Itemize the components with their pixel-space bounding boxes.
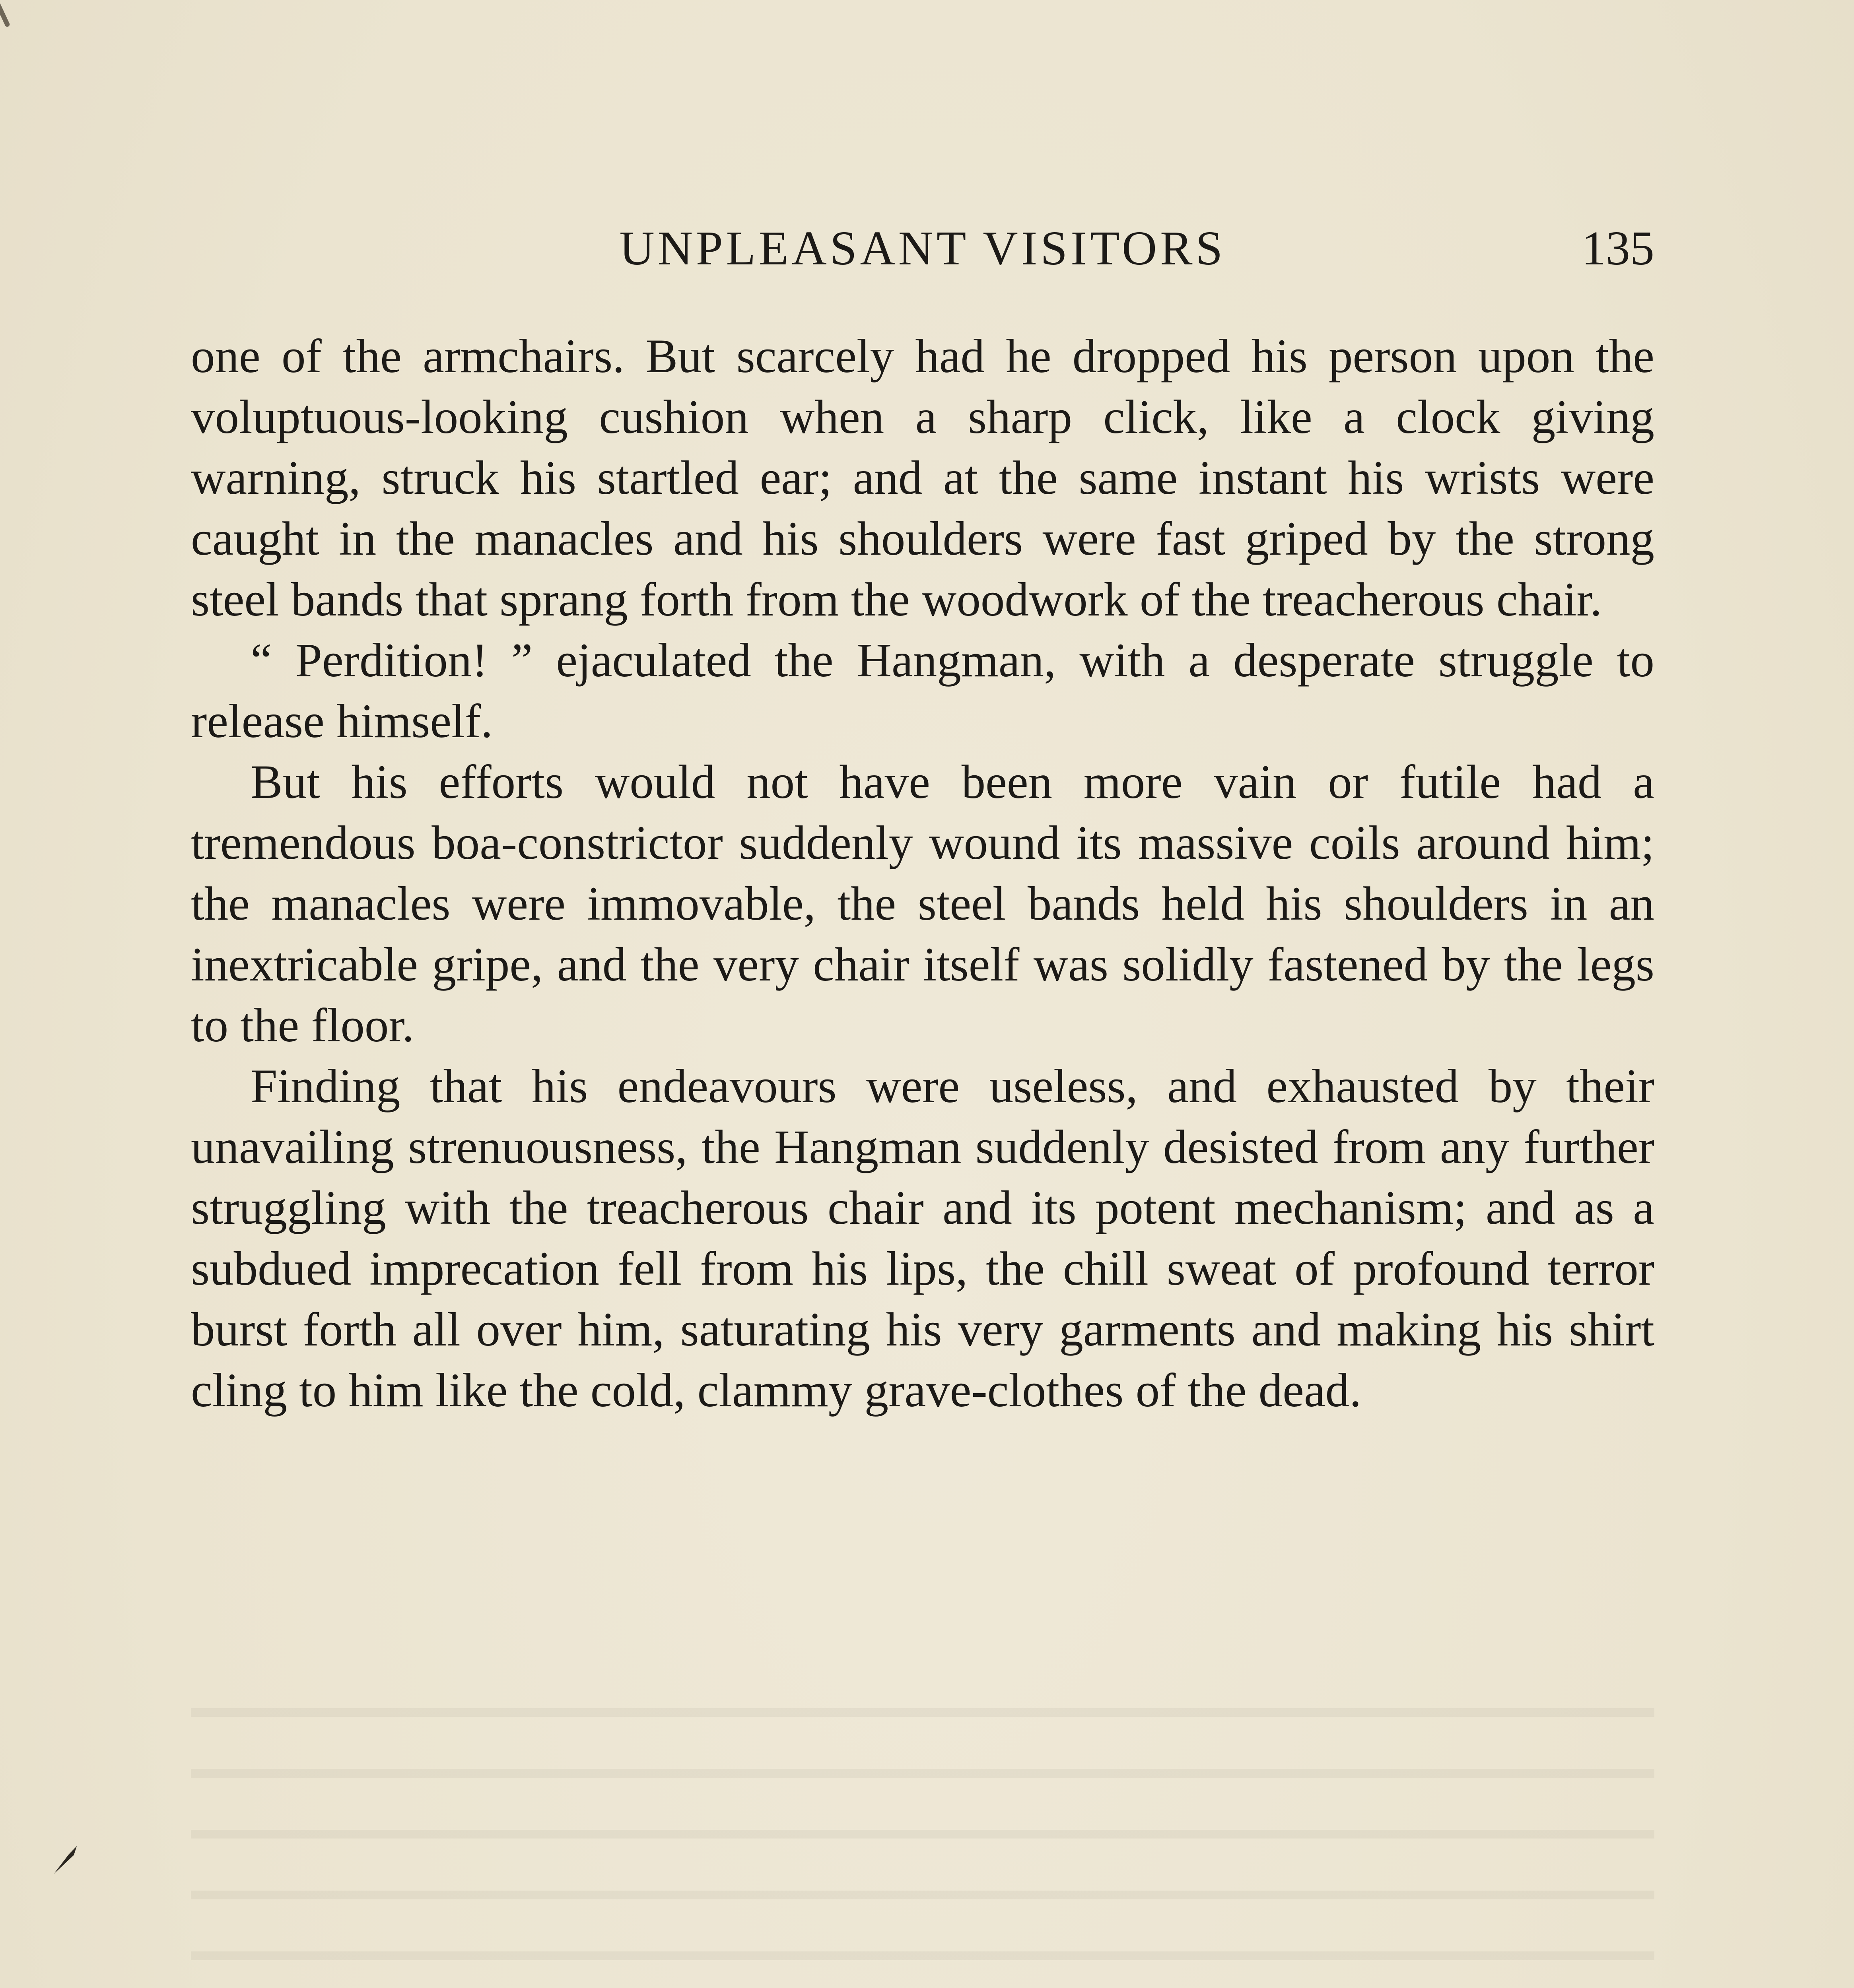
paragraph-3: But his efforts would not have been more vain or futile had a tremendous boa-constrictor suddenly wound its massive coils around him; the manacles were immovable, the steel bands held his shoulders in an inextricable gripe, and the very chair itself was solidly fastened by the legs to the floor. [191,755,1654,1052]
running-head [191,215,1654,282]
page-number: 135 [1582,221,1654,275]
scratch-mark-icon [0,0,10,28]
paragraph-4: Finding that his endeavours were useless, and exhausted by their unavailing strenuousness, the Hangman suddenly desisted from any further struggling with the treacherous chair and its potent mechanism; and as a subdued imprecation fell from his lips, the chill sweat of profound terror burst forth all over him, saturating his very garments and making his shirt cling to him like the cold, clammy grave-clothes of the dead. [191,1060,1654,1417]
paragraph-2: “ Perdition! ” ejaculated the Hangman, with a desperate struggle to release himself. [191,634,1654,748]
body-text [191,326,1654,1421]
paragraph-1: one of the armchairs. But scarcely had he dropped his person upon the voluptuous-looking cushion when a sharp click, like a clock giving warning, struck his startled ear; and at the same instant his wrists were caught in the manacles and his shoulders were fast griped by the strong steel bands that sprang forth from the woodwork of the treacherous chair. [191,330,1654,626]
bleed-through-texture [191,1670,1654,1988]
running-title: UNPLEASANT VISITORS [619,221,1226,275]
pencil-mark-icon [46,1845,85,1877]
